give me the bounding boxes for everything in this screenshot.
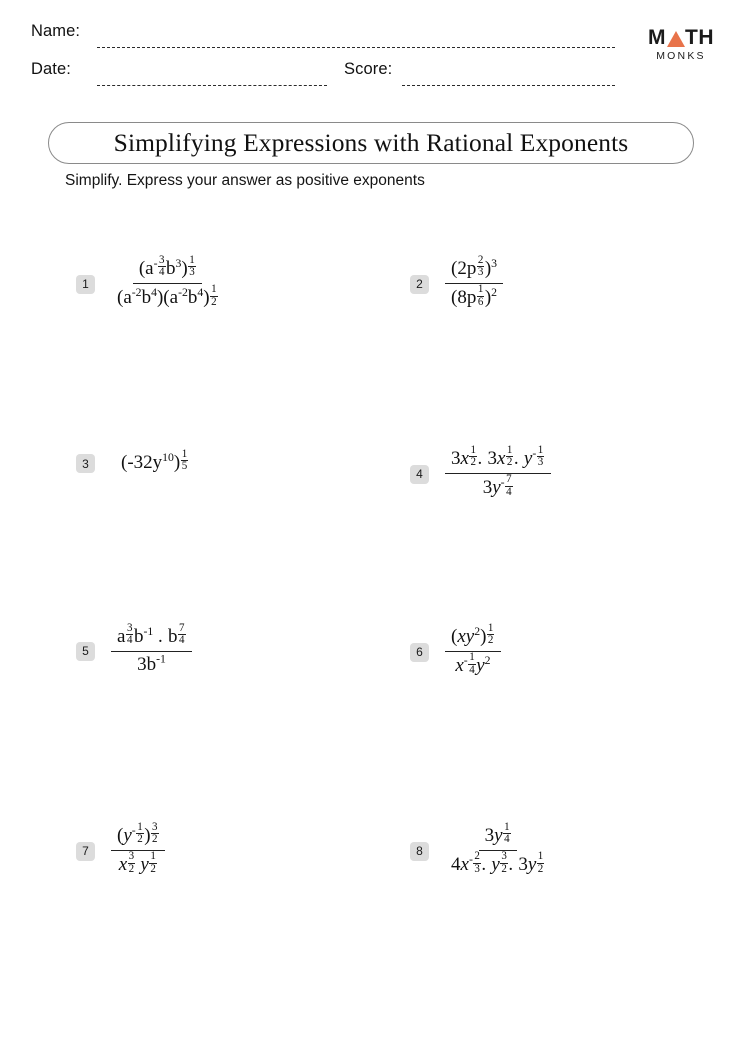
problem-number-badge: 8 [410, 842, 429, 861]
problem-item-2 [410, 253, 503, 311]
problem-item-3 [76, 447, 189, 475]
score-label: Score: [344, 60, 393, 78]
problem-number-badge: 4 [410, 465, 429, 484]
date-write-line[interactable] [97, 85, 327, 86]
math-monks-logo [645, 27, 717, 62]
problem-expression-5: a $\frac{3}{4}$ $b^{-1}$ . b $\frac{7}{4}$ $3b^{-1}$ [111, 626, 192, 676]
problem-number-badge: 3 [76, 454, 95, 473]
problem-expression-1: (a- $\frac{3}{4}$ $b^3$) $\frac{1}{3}$ $(a^{-2}b^4)(a^{-2}b^4)$ $\frac{1}{2}$ [117, 253, 217, 309]
problem-expression-6: $(xy^2)$ $\frac{1}{2}$ x- $\frac{1}{4}$ $y^2$ [445, 626, 501, 679]
name-label: Name: [31, 22, 81, 40]
page-title: Simplifying Expressions with Rational Exponents [113, 128, 629, 157]
problem-item-1 [76, 253, 224, 311]
problem-number-badge: 2 [410, 275, 429, 294]
problem-item-4 [410, 443, 551, 501]
logo-subtitle: MONKS [656, 50, 706, 62]
problem-number-badge: 7 [76, 842, 95, 861]
problem-number-badge: 5 [76, 642, 95, 661]
score-write-line[interactable] [402, 85, 615, 86]
problem-item-7 [76, 820, 165, 878]
problem-expression-3: $(-32y^{10})$ $\frac{1}{5}$ [121, 447, 188, 474]
problem-item-5 [76, 621, 192, 676]
problem-item-6 [410, 621, 501, 679]
logo-letter-m: M [648, 26, 666, 49]
triangle-icon [667, 31, 685, 47]
name-write-line[interactable] [97, 47, 615, 48]
worksheet-title-box [48, 122, 694, 164]
problem-expression-2: (2p $\frac{2}{3}$ )$^3$ (8p $\frac{1}{6}$ )$^2$ [445, 258, 503, 311]
logo-letters-th: TH [685, 26, 714, 49]
problem-expression-7: (y- $\frac{1}{2}$ ) $\frac{3}{2}$ x $\frac{3}{2}$ y $\frac{1}{2}$ [111, 825, 165, 878]
problem-expression-8: 3y $\frac{1}{4}$ 4x- $\frac{2}{3}$ . y $\frac{3}{2}$ . 3y $\frac{1}{2}$ [451, 820, 544, 876]
problem-expression-4: 3x $\frac{1}{2}$ . 3x $\frac{1}{2}$ . y- $\frac{1}{3}$ 3y- $\frac{7}{4}$ [445, 448, 551, 501]
worksheet-header [0, 0, 742, 110]
date-label: Date: [31, 60, 71, 78]
problem-item-8 [410, 820, 551, 878]
problem-number-badge: 6 [410, 643, 429, 662]
instruction-text: Simplify. Express your answer as positive exponents [65, 172, 425, 189]
logo-wordmark [645, 27, 717, 48]
problem-number-badge: 1 [76, 275, 95, 294]
